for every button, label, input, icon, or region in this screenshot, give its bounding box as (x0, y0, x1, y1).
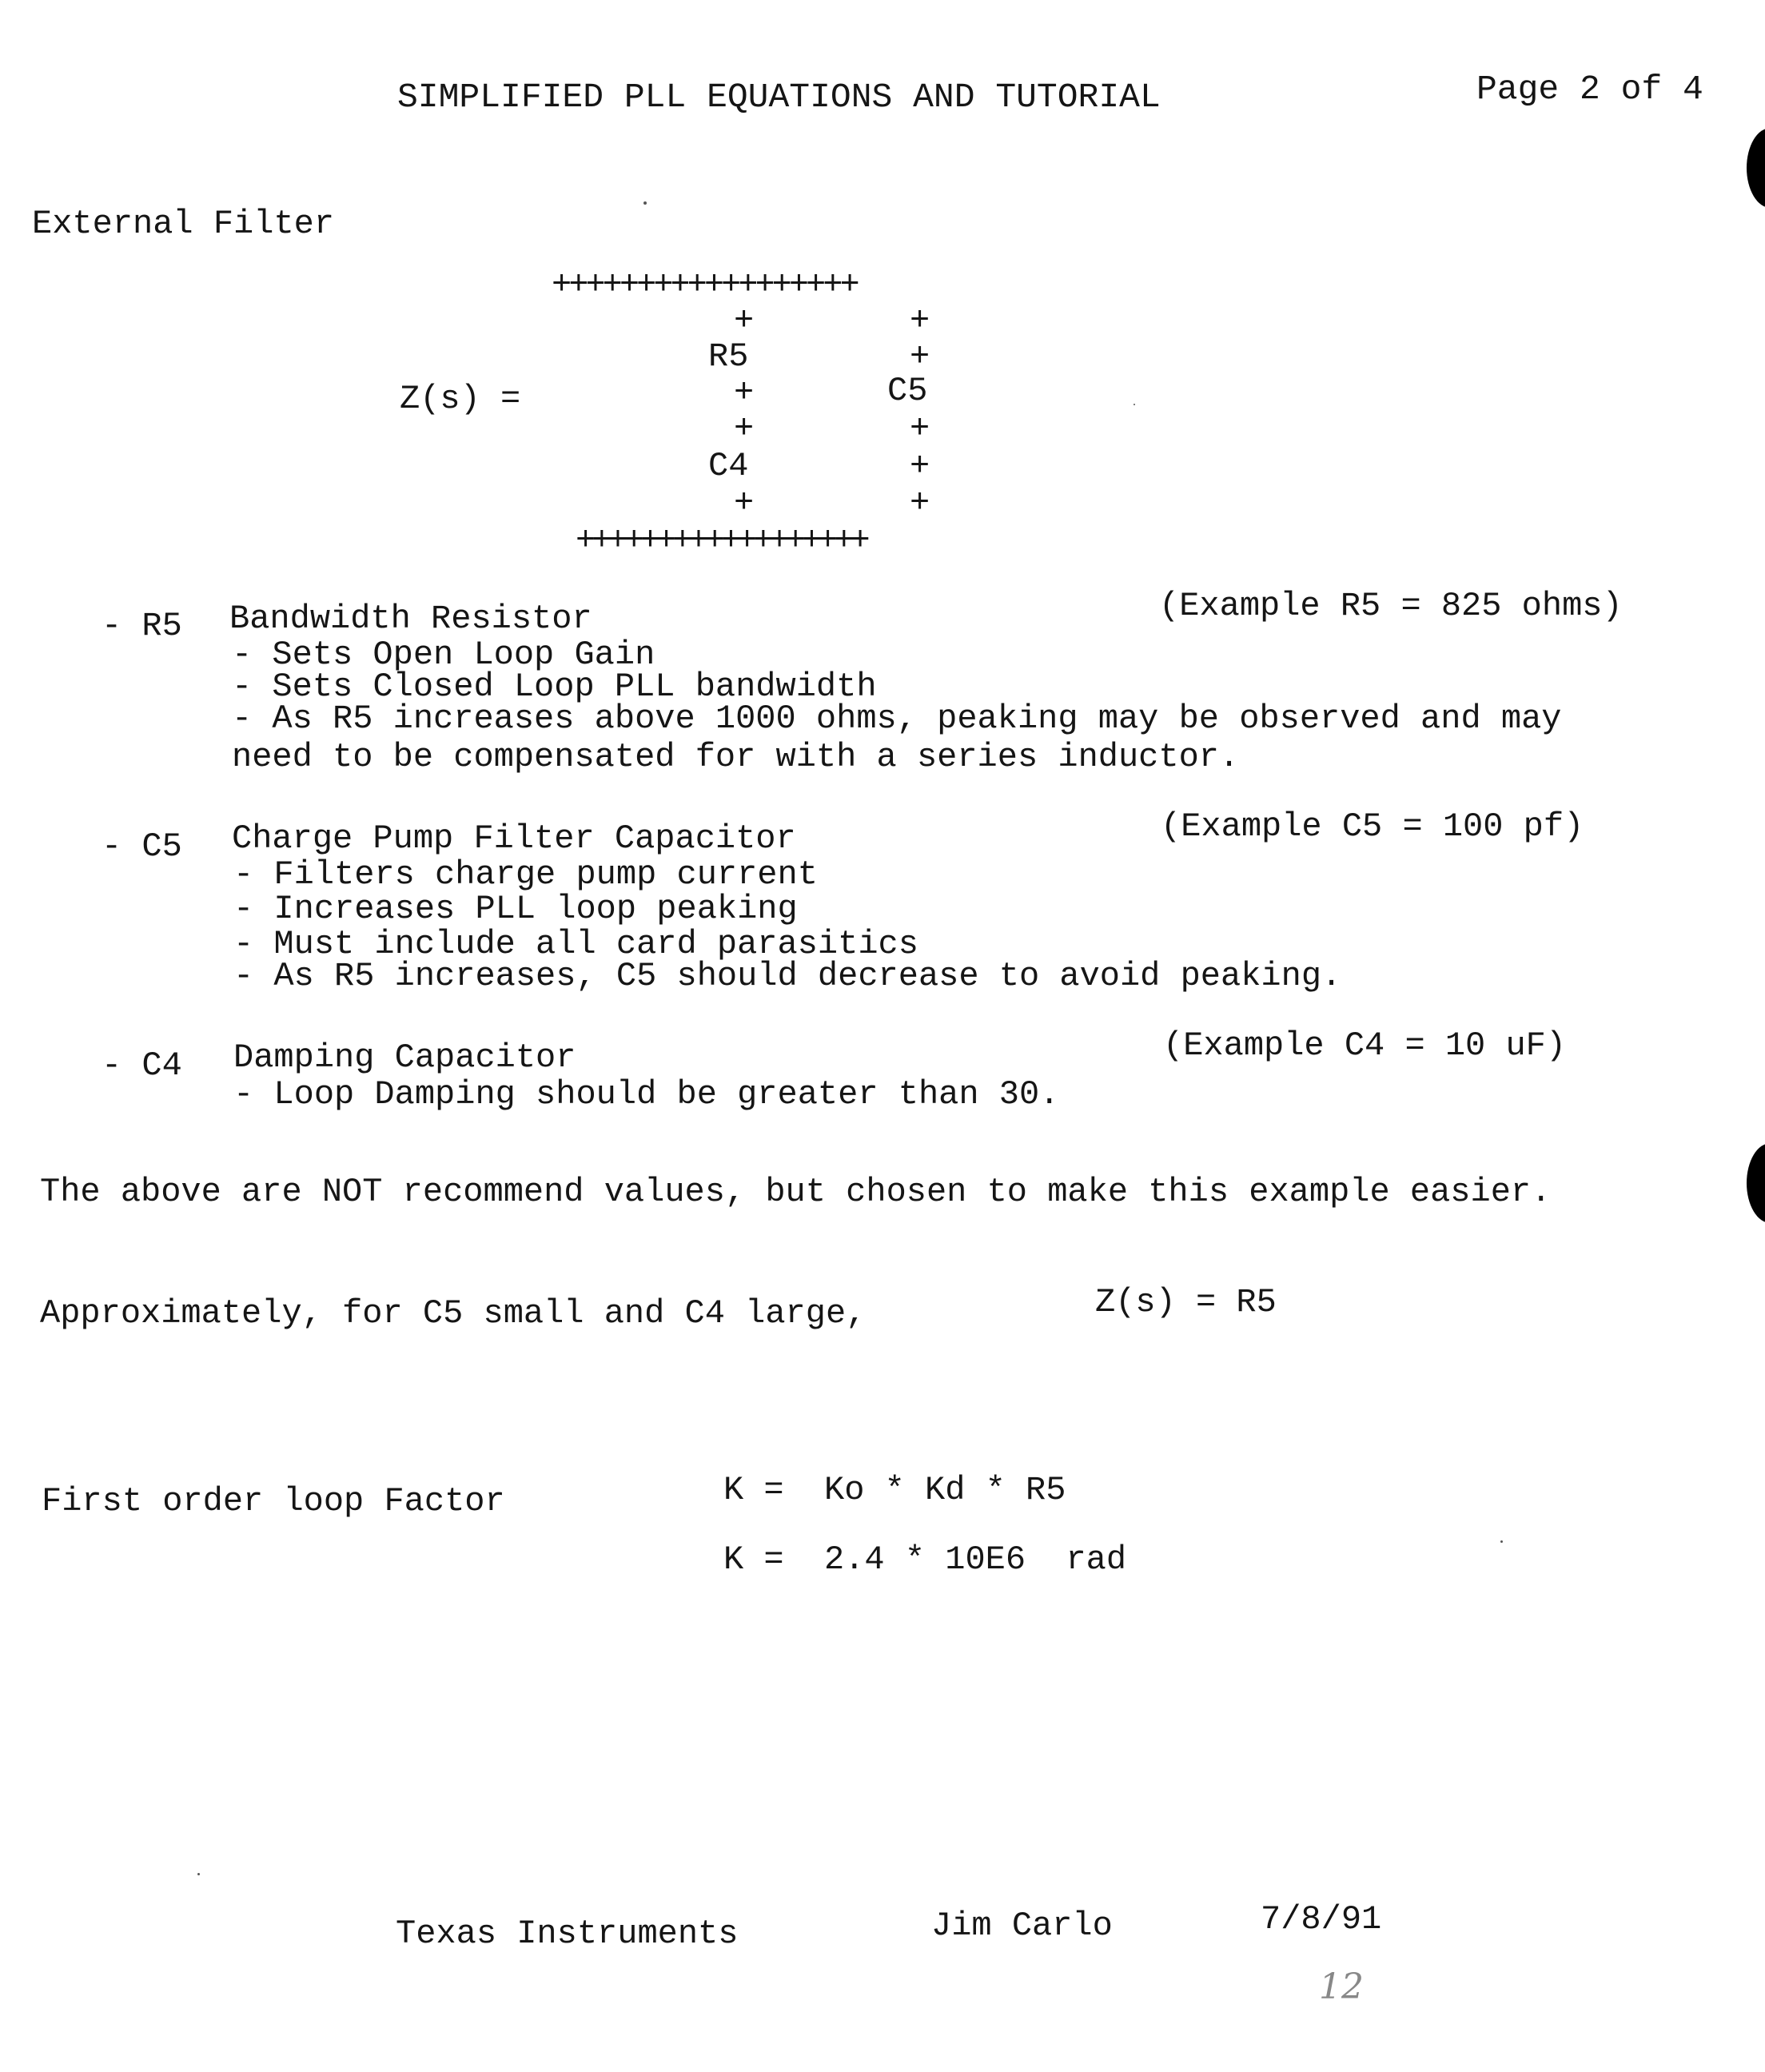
component-note: - Increases PLL loop peaking (233, 890, 798, 928)
component-tag: - C5 (102, 827, 182, 866)
loop-factor-equation: K = Ko * Kd * R5 (723, 1471, 1066, 1509)
component-name: Charge Pump Filter Capacitor (232, 819, 796, 858)
diagram-plus: + (734, 301, 755, 340)
component-name: Bandwidth Resistor (229, 600, 592, 638)
loop-factor-value: K = 2.4 * 10E6 rad (723, 1540, 1127, 1579)
diagram-c5-label: C5 (887, 372, 928, 410)
loop-factor-label: First order loop Factor (42, 1482, 505, 1520)
punch-hole-bottom (1747, 1143, 1765, 1223)
component-example: (Example C5 = 100 pf) (1161, 807, 1584, 846)
component-note: - Filters charge pump current (233, 855, 818, 894)
handwritten-mark: 12 (1319, 1966, 1364, 2007)
component-note: - As R5 increases, C5 should decrease to avoid peaking. (233, 957, 1342, 995)
diagram-plus: + (910, 484, 930, 522)
component-note: - Must include all card parasitics (233, 925, 918, 963)
footer-date: 7/8/91 (1261, 1900, 1382, 1939)
diagram-plus: + (910, 337, 930, 376)
diagram-plus: + (910, 301, 930, 340)
scan-speck (1134, 404, 1135, 405)
diagram-plus: + (910, 447, 930, 485)
scan-speck (197, 1873, 200, 1875)
footer-company: Texas Instruments (396, 1915, 739, 1953)
diagram-plus: + (734, 373, 755, 412)
diagram-c4-label: C4 (708, 447, 749, 485)
footer-author: Jim Carlo (931, 1907, 1113, 1945)
component-note: - As R5 increases above 1000 ohms, peaking may be observed and may (232, 699, 1562, 738)
approximation-equation: Z(s) = R5 (1095, 1283, 1277, 1321)
scan-speck (643, 201, 647, 205)
component-name: Damping Capacitor (233, 1038, 576, 1077)
diagram-plus: + (734, 484, 755, 522)
page-number: Page 2 of 4 (1476, 70, 1703, 109)
component-note: need to be compensated for with a series inductor. (232, 738, 1240, 776)
component-note: - Sets Open Loop Gain (232, 636, 655, 674)
diagram-plus: + (734, 409, 755, 448)
diagram-bottom-rail: ++++++++++++++++++ (576, 521, 867, 560)
disclaimer-text: The above are NOT recommend values, but chosen to make this example easier. (40, 1173, 1552, 1211)
document-title: SIMPLIFIED PLL EQUATIONS AND TUTORIAL (397, 78, 1161, 117)
diagram-top-rail: ++++++++++++++++++ (552, 265, 857, 304)
diagram-r5-label: R5 (708, 337, 749, 376)
approximation-text: Approximately, for C5 small and C4 large, (40, 1294, 867, 1333)
punch-hole-top (1747, 128, 1765, 208)
component-tag: - C4 (102, 1046, 182, 1085)
diagram-plus: + (910, 409, 930, 448)
component-example: (Example C4 = 10 uF) (1163, 1026, 1567, 1065)
component-note: - Loop Damping should be greater than 30. (233, 1075, 1060, 1114)
component-tag: - R5 (102, 607, 182, 645)
section-title: External Filter (32, 205, 335, 243)
component-note: - Sets Closed Loop PLL bandwidth (232, 667, 877, 706)
component-example: (Example R5 = 825 ohms) (1159, 587, 1623, 625)
scan-speck (1500, 1540, 1503, 1543)
z-of-s-label: Z(s) = (400, 380, 521, 418)
